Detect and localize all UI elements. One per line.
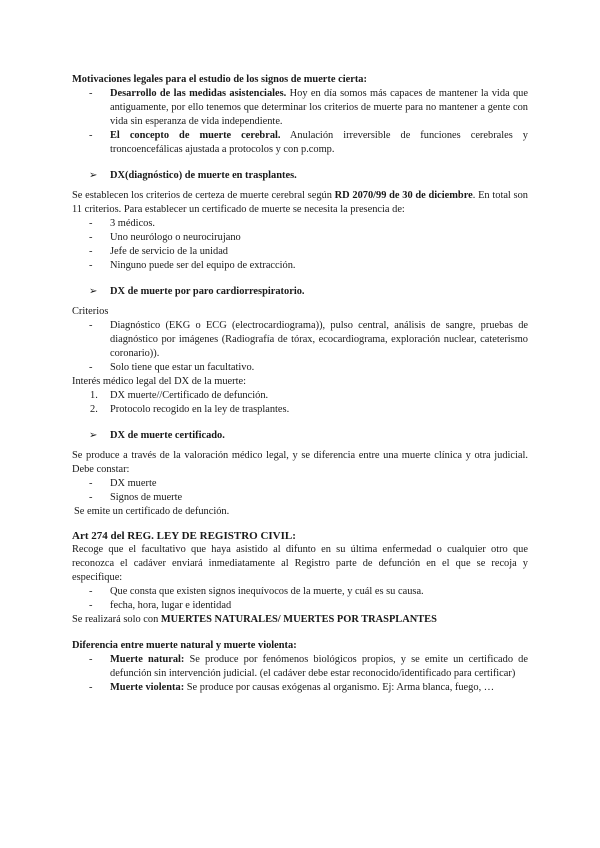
list-item: - Diagnóstico (EKG o ECG (electrocardiograma)), pulso central, análisis de sangre, pruebas de diagnóstico por imágenes (Radiografía de tórax, ecocardiograma, exploración nuclear, cateterismo coronario)).: [89, 320, 528, 359]
list-item: - Muerte natural: Se produce por fenómenos biológicos propios, y se emite un certificado de defunción sin intervención judicial. (el cadáver debe estar reconocido/identificado para certificar): [89, 654, 528, 679]
list-item: - Signos de muerte: [89, 492, 183, 503]
arrow-bullet-icon: ➢: [89, 170, 98, 181]
document-content: [72, 73, 528, 695]
list-item: - Ninguno puede ser del equipo de extracción.: [89, 260, 296, 271]
dash-bullet: -: [89, 232, 93, 243]
dash-bullet: -: [89, 600, 93, 611]
dash-bullet: -: [89, 362, 93, 373]
dash-bullet: -: [89, 218, 93, 229]
art274-para: Recoge que el facultativo que haya asistido al difunto en su última enfermedad o cualquier otro que reconozca el cadáver enviará inmediatamente al Registro parte de defunción en el que se recoja y especifique:: [72, 544, 528, 583]
dash-bullet: -: [89, 586, 93, 597]
criterios-label: Criterios: [72, 306, 109, 317]
section-title-diferencia: Diferencia entre muerte natural y muerte violenta:: [72, 640, 297, 651]
arrow-bullet-icon: ➢: [89, 430, 98, 441]
art274-final: Se realizará solo con MUERTES NATURALES/ MUERTES POR TRASPLANTES: [72, 614, 437, 625]
interes-numbered-list: [72, 389, 528, 417]
dash-bullet: -: [89, 492, 93, 503]
dash-bullet: -: [89, 246, 93, 257]
arrow-bullet-icon: ➢: [89, 286, 98, 297]
list-item: - Que consta que existen signos inequívocos de la muerte, y cuál es su causa.: [89, 586, 424, 597]
criterios-list: [72, 319, 528, 375]
dash-bullet: -: [89, 130, 93, 141]
art274-list: [72, 585, 528, 613]
section-title-motivaciones: Motivaciones legales para el estudio de los signos de muerte cierta:: [72, 74, 367, 85]
list-item: - 3 médicos.: [89, 218, 156, 229]
diferencia-list: [72, 653, 528, 695]
list-item: 2. Protocolo recogido en la ley de trasplantes.: [90, 404, 290, 415]
trasplantes-list: [72, 217, 528, 273]
interes-label: Interés médico legal del DX de la muerte:: [72, 376, 246, 387]
list-item: - fecha, hora, lugar e identidad: [89, 600, 232, 611]
trasplantes-intro: Se establecen los criterios de certeza de muerte cerebral según RD 2070/99 de 30 de diciembre. En total son 11 criterios. Para establecer un certificado de muerte se necesita la presencia de:: [72, 190, 528, 215]
list-item: - Solo tiene que estar un facultativo.: [89, 362, 255, 373]
list-item: - Jefe de servicio de la unidad: [89, 246, 229, 257]
section-heading-trasplantes: ➢ DX(diagnóstico) de muerte en trasplantes.: [89, 170, 297, 181]
list-item: 1. DX muerte//Certificado de defunción.: [90, 390, 269, 401]
certificado-list: [72, 477, 528, 505]
dash-bullet: -: [89, 654, 93, 665]
list-item: - Desarrollo de las medidas asistenciales. Hoy en día somos más capaces de mantener la vida que antiguamente, por ello tenemos que determinar los criterios de muerte para no mantener a gente con vida sin esperanza de vida independiente.: [89, 88, 528, 127]
certificado-para: Se produce a través de la valoración médico legal, y se diferencia entre una muerte clínica y otra judicial. Debe constar:: [72, 450, 528, 475]
dash-bullet: -: [89, 320, 93, 331]
dash-bullet: -: [89, 478, 93, 489]
list-item: - El concepto de muerte cerebral. Anulación irreversible de funciones cerebrales y troncoencefálicas ajustada a protocolos y con p.comp.: [89, 130, 528, 155]
list-item: - Uno neurólogo o neurocirujano: [89, 232, 241, 243]
section-heading-paro: ➢ DX de muerte por paro cardiorrespiratorio.: [89, 286, 305, 297]
list-item: - Muerte violenta: Se produce por causas exógenas al organismo. Ej: Arma blanca, fuego, …: [89, 682, 495, 693]
motivaciones-list: [72, 87, 528, 157]
dash-bullet: -: [89, 682, 93, 693]
dash-bullet: -: [89, 88, 93, 99]
dash-bullet: -: [89, 260, 93, 271]
section-heading-certificado: ➢ DX de muerte certificado.: [89, 430, 225, 441]
section-heading-art274: Art 274 del REG. LEY DE REGISTRO CIVIL:: [72, 530, 296, 542]
certificado-note: Se emite un certificado de defunción.: [74, 506, 230, 517]
list-item: - DX muerte: [89, 478, 157, 489]
